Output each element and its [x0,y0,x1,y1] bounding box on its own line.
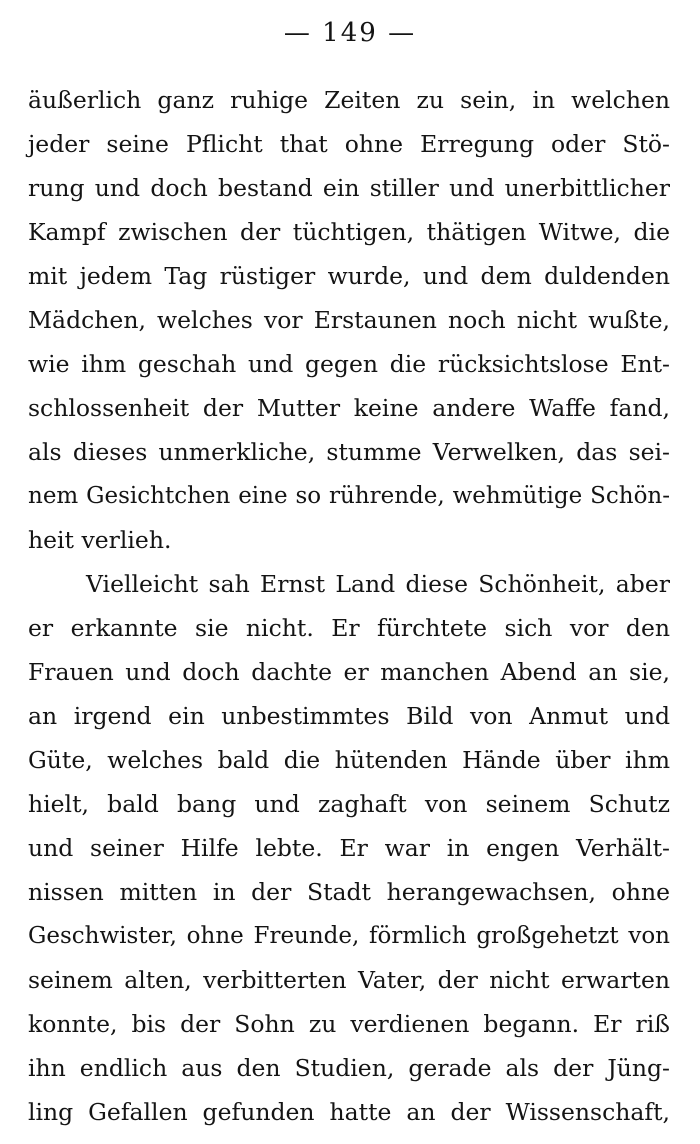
text-line: Mädchen, welches vor Erstaunen noch nicht wußte, [28,306,670,334]
text-line: ihn endlich aus den Studien, gerade als der Jüng- [28,1054,670,1082]
text-line: als dieses unmerkliche, stumme Verwelken, das sei- [28,438,670,466]
text-line: hielt, bald bang und zaghaft von seinem Schutz [28,790,670,818]
page-number-header: — 149 — [283,18,417,48]
text-line: Kampf zwischen der tüchtigen, thätigen Witwe, die [28,218,670,246]
text-line: jeder seine Pflicht that ohne Erregung oder Stö- [28,130,670,158]
text-line: nissen mitten in der Stadt herangewachsen, ohne [28,878,670,906]
text-line: nem Gesichtchen eine so rührende, wehmütige Schön- [28,483,670,509]
text-line: konnte, bis der Sohn zu verdienen begann. Er riß [28,1010,670,1038]
text-line: wie ihm geschah und gegen die rücksichtslose Ent- [28,350,670,378]
text-line: Geschwister, ohne Freunde, förmlich großgehetzt von [28,923,670,949]
text-line: seinem alten, verbitterten Vater, der nicht erwarten [28,966,670,994]
text-line: ling Gefallen gefunden hatte an der Wissenschaft, [28,1098,670,1126]
text-line: und seiner Hilfe lebte. Er war in engen Verhält- [28,834,670,862]
page-body-text [28,78,670,1134]
text-line: äußerlich ganz ruhige Zeiten zu sein, in welchen [28,86,670,114]
text-line: Güte, welches bald die hütenden Hände über ihm [28,746,670,774]
paragraph-start-line: Vielleicht sah Ernst Land diese Schönheit, aber [86,570,670,598]
text-line: an irgend ein unbestimmtes Bild von Anmut und [28,702,670,730]
text-line: er erkannte sie nicht. Er fürchtete sich vor den [28,614,670,642]
text-line: Frauen und doch dachte er manchen Abend an sie, [28,658,670,686]
text-line: schlossenheit der Mutter keine andere Waffe fand, [28,394,670,422]
text-line: rung und doch bestand ein stiller und unerbittlicher [28,174,670,202]
paragraph-end-line: heit verlieh. [28,526,172,554]
text-line: mit jedem Tag rüstiger wurde, und dem duldenden [28,262,670,290]
